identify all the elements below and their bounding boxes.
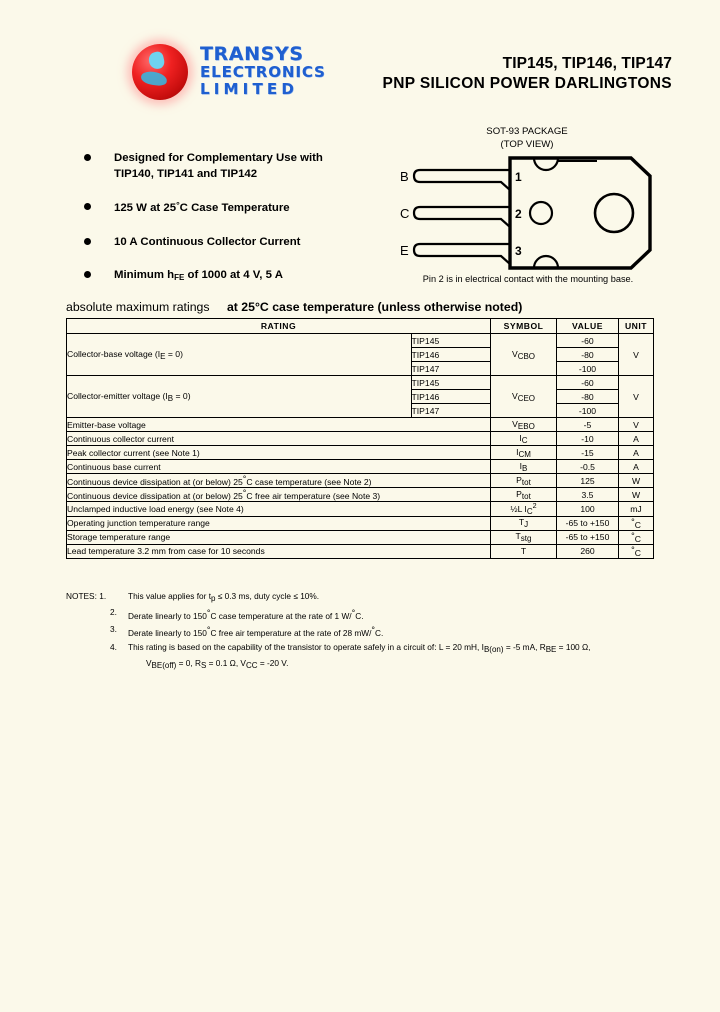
- package-diagram: [398, 126, 656, 291]
- cell-symbol: $V_{CEO}$: [491, 376, 557, 418]
- cell-rating: Peak collector current (see Note 1): [67, 446, 491, 460]
- page-header: [0, 34, 720, 110]
- cell-unit: A: [619, 446, 654, 460]
- note-text: This value applies for $t_p \le 0.3$ ms, duty cycle ≤ 10%.: [128, 591, 320, 603]
- cell-value: -15: [557, 446, 619, 460]
- cell-unit: A: [619, 460, 654, 474]
- table-row: [67, 432, 654, 446]
- cell-value: -0.5: [557, 460, 619, 474]
- cell-device: TIP147: [411, 404, 490, 418]
- cell-device: TIP146: [411, 390, 490, 404]
- cell-rating: Continuous collector current: [67, 432, 491, 446]
- notes-section: [66, 590, 626, 673]
- cell-device: TIP147: [411, 362, 490, 376]
- lead-collector: [414, 207, 510, 227]
- cell-value: -65 to +150: [557, 530, 619, 544]
- bullet-icon: [84, 238, 91, 245]
- cell-symbol: $T_J$: [491, 516, 557, 530]
- column-header-unit: UNIT: [619, 319, 654, 334]
- package-note: Pin 2 is in electrical contact with the mounting base.: [422, 274, 634, 284]
- cell-symbol: ½L $I_C^2$: [491, 502, 557, 517]
- table-row: [67, 334, 654, 348]
- cell-value: -80: [557, 390, 619, 404]
- logo-line-2: ELECTRONICS: [200, 63, 326, 82]
- top-notch: [534, 158, 558, 170]
- cell-value: 125: [557, 474, 619, 488]
- pin-number-2: 2: [515, 207, 522, 221]
- document-title: [383, 54, 672, 94]
- feature-item: [84, 150, 384, 182]
- cell-value: -60: [557, 334, 619, 348]
- cell-value: 3.5: [557, 488, 619, 502]
- note-number: 3.: [110, 624, 117, 635]
- notes-label: NOTES: 1.: [66, 591, 107, 601]
- cell-unit: °C: [619, 530, 654, 544]
- cell-value: -80: [557, 348, 619, 362]
- note-text: Derate linearly to 150°C free air temperature at the rate of 28 mW/°C.: [128, 625, 384, 639]
- cell-value: 260: [557, 544, 619, 558]
- table-row: [67, 502, 654, 517]
- note-item: [66, 641, 626, 657]
- cell-unit: mJ: [619, 502, 654, 517]
- note-number: 2.: [110, 606, 117, 617]
- cell-value: -5: [557, 418, 619, 432]
- features-list: [84, 150, 384, 300]
- cell-value: 100: [557, 502, 619, 517]
- feature-item: [84, 199, 384, 216]
- cell-value: -65 to +150: [557, 516, 619, 530]
- logo-line-1: TRANSYS: [200, 43, 304, 65]
- column-header-value: VALUE: [557, 319, 619, 334]
- package-view: (TOP VIEW): [500, 138, 554, 150]
- cell-rating: Collector-base voltage $(I_E = 0)$: [67, 334, 412, 376]
- cell-symbol: T: [491, 544, 557, 558]
- package-name: SOT-93 PACKAGE: [486, 126, 568, 137]
- table-row: [67, 376, 654, 390]
- bullet-icon: [84, 154, 91, 161]
- cell-rating: Operating junction temperature range: [67, 516, 491, 530]
- cell-device: TIP145: [411, 334, 490, 348]
- cell-symbol: $V_{EBO}$: [491, 418, 557, 432]
- cell-rating: Storage temperature range: [67, 530, 491, 544]
- company-logo: [128, 38, 378, 106]
- logo-line-3: LIMITED: [200, 79, 298, 98]
- feature-text: 125 W at 25°C Case Temperature: [114, 200, 290, 215]
- feature-item: [84, 234, 384, 250]
- pin-label-c: C: [400, 206, 410, 221]
- cell-rating: Emitter-base voltage: [67, 418, 491, 432]
- cell-value: -10: [557, 432, 619, 446]
- cell-symbol: $V_{CBO}$: [491, 334, 557, 376]
- cell-symbol: $I_B$: [491, 460, 557, 474]
- cell-unit: A: [619, 432, 654, 446]
- device-description: PNP SILICON POWER DARLINGTONS: [382, 74, 672, 92]
- cell-rating: Continuous device dissipation at (or below) 25°C case temperature (see Note 2): [67, 474, 491, 488]
- feature-item: [84, 267, 384, 283]
- cell-unit: V: [619, 418, 654, 432]
- note-text: This rating is based on the capability of the transistor to operate safely in a circuit of: L = 20 mH, $I_{B(on)} = -5$ mA, $R_{BE} = 100$ Ω,: [128, 641, 591, 654]
- cell-symbol: $P_{tot}$: [491, 474, 557, 488]
- pin-label-b: B: [400, 169, 409, 184]
- package-outline-svg: [398, 154, 656, 272]
- cell-value: -60: [557, 376, 619, 390]
- lead-emitter: [414, 244, 510, 264]
- cell-unit: °C: [619, 516, 654, 530]
- table-row: [67, 544, 654, 558]
- cell-unit: V: [619, 334, 654, 376]
- globe-icon: [132, 44, 188, 100]
- bottom-notch: [534, 256, 558, 268]
- table-row: [67, 460, 654, 474]
- mounting-hole: [595, 194, 633, 232]
- column-header-rating: RATING: [67, 319, 491, 334]
- centre-hole: [530, 202, 552, 224]
- bullet-icon: [84, 203, 91, 210]
- bullet-icon: [84, 271, 91, 278]
- feature-text: 10 A Continuous Collector Current: [114, 235, 301, 248]
- cell-rating: Lead temperature 3.2 mm from case for 10 seconds: [67, 544, 491, 558]
- logo-wordmark: [200, 45, 376, 97]
- lead-base: [414, 170, 510, 190]
- note-text: Derate linearly to 150°C case temperature at the rate of 1 W/°C.: [128, 607, 364, 621]
- cell-value: -100: [557, 404, 619, 418]
- cell-rating: Continuous device dissipation at (or below) 25°C free air temperature (see Note 3): [67, 488, 491, 502]
- cell-rating: Continuous base current: [67, 460, 491, 474]
- cell-symbol: $T_{stg}$: [491, 530, 557, 544]
- table-header-row: [67, 319, 654, 334]
- ratings-heading-main: absolute maximum ratings: [66, 300, 210, 314]
- cell-rating: Collector-emitter voltage $(I_B = 0)$: [67, 376, 412, 418]
- cell-symbol: $P_{tot}$: [491, 488, 557, 502]
- cell-symbol: $I_{CM}$: [491, 446, 557, 460]
- cell-unit: W: [619, 488, 654, 502]
- note-item: [66, 606, 626, 623]
- note-item: [66, 590, 626, 606]
- table-row: [67, 516, 654, 530]
- package-title: [398, 126, 656, 151]
- cell-unit: °C: [619, 544, 654, 558]
- pin-number-3: 3: [515, 244, 522, 258]
- table-row: [67, 530, 654, 544]
- cell-symbol: $I_C$: [491, 432, 557, 446]
- table-row: [67, 446, 654, 460]
- ratings-section-heading: [66, 300, 522, 314]
- cell-device: TIP146: [411, 348, 490, 362]
- feature-text: Minimum $h_{FE}$ of 1000 at 4 V, 5 A: [114, 268, 283, 282]
- cell-value: -100: [557, 362, 619, 376]
- cell-device: TIP145: [411, 376, 490, 390]
- cell-unit: V: [619, 376, 654, 418]
- absolute-maximum-ratings-table: [66, 318, 654, 559]
- pin-label-e: E: [400, 243, 409, 258]
- pin-number-1: 1: [515, 170, 522, 184]
- table-row: [67, 418, 654, 432]
- table-row: [67, 488, 654, 502]
- note-number: 4.: [110, 641, 117, 652]
- ratings-heading-condition: at 25°C case temperature (unless otherwise noted): [226, 300, 523, 314]
- feature-text: Designed for Complementary Use with TIP140, TIP141 and TIP142: [114, 152, 323, 181]
- cell-unit: W: [619, 474, 654, 488]
- table-row: [67, 474, 654, 488]
- column-header-symbol: SYMBOL: [491, 319, 557, 334]
- note-item: [66, 623, 626, 640]
- cell-rating: Unclamped inductive load energy (see Note 4): [67, 502, 491, 517]
- part-numbers: TIP145, TIP146, TIP147: [502, 55, 672, 72]
- note-text-continued: $V_{BE(off)} = 0$, $R_S = 0.1$ Ω, $V_{CC} = -20$ V.: [146, 657, 289, 670]
